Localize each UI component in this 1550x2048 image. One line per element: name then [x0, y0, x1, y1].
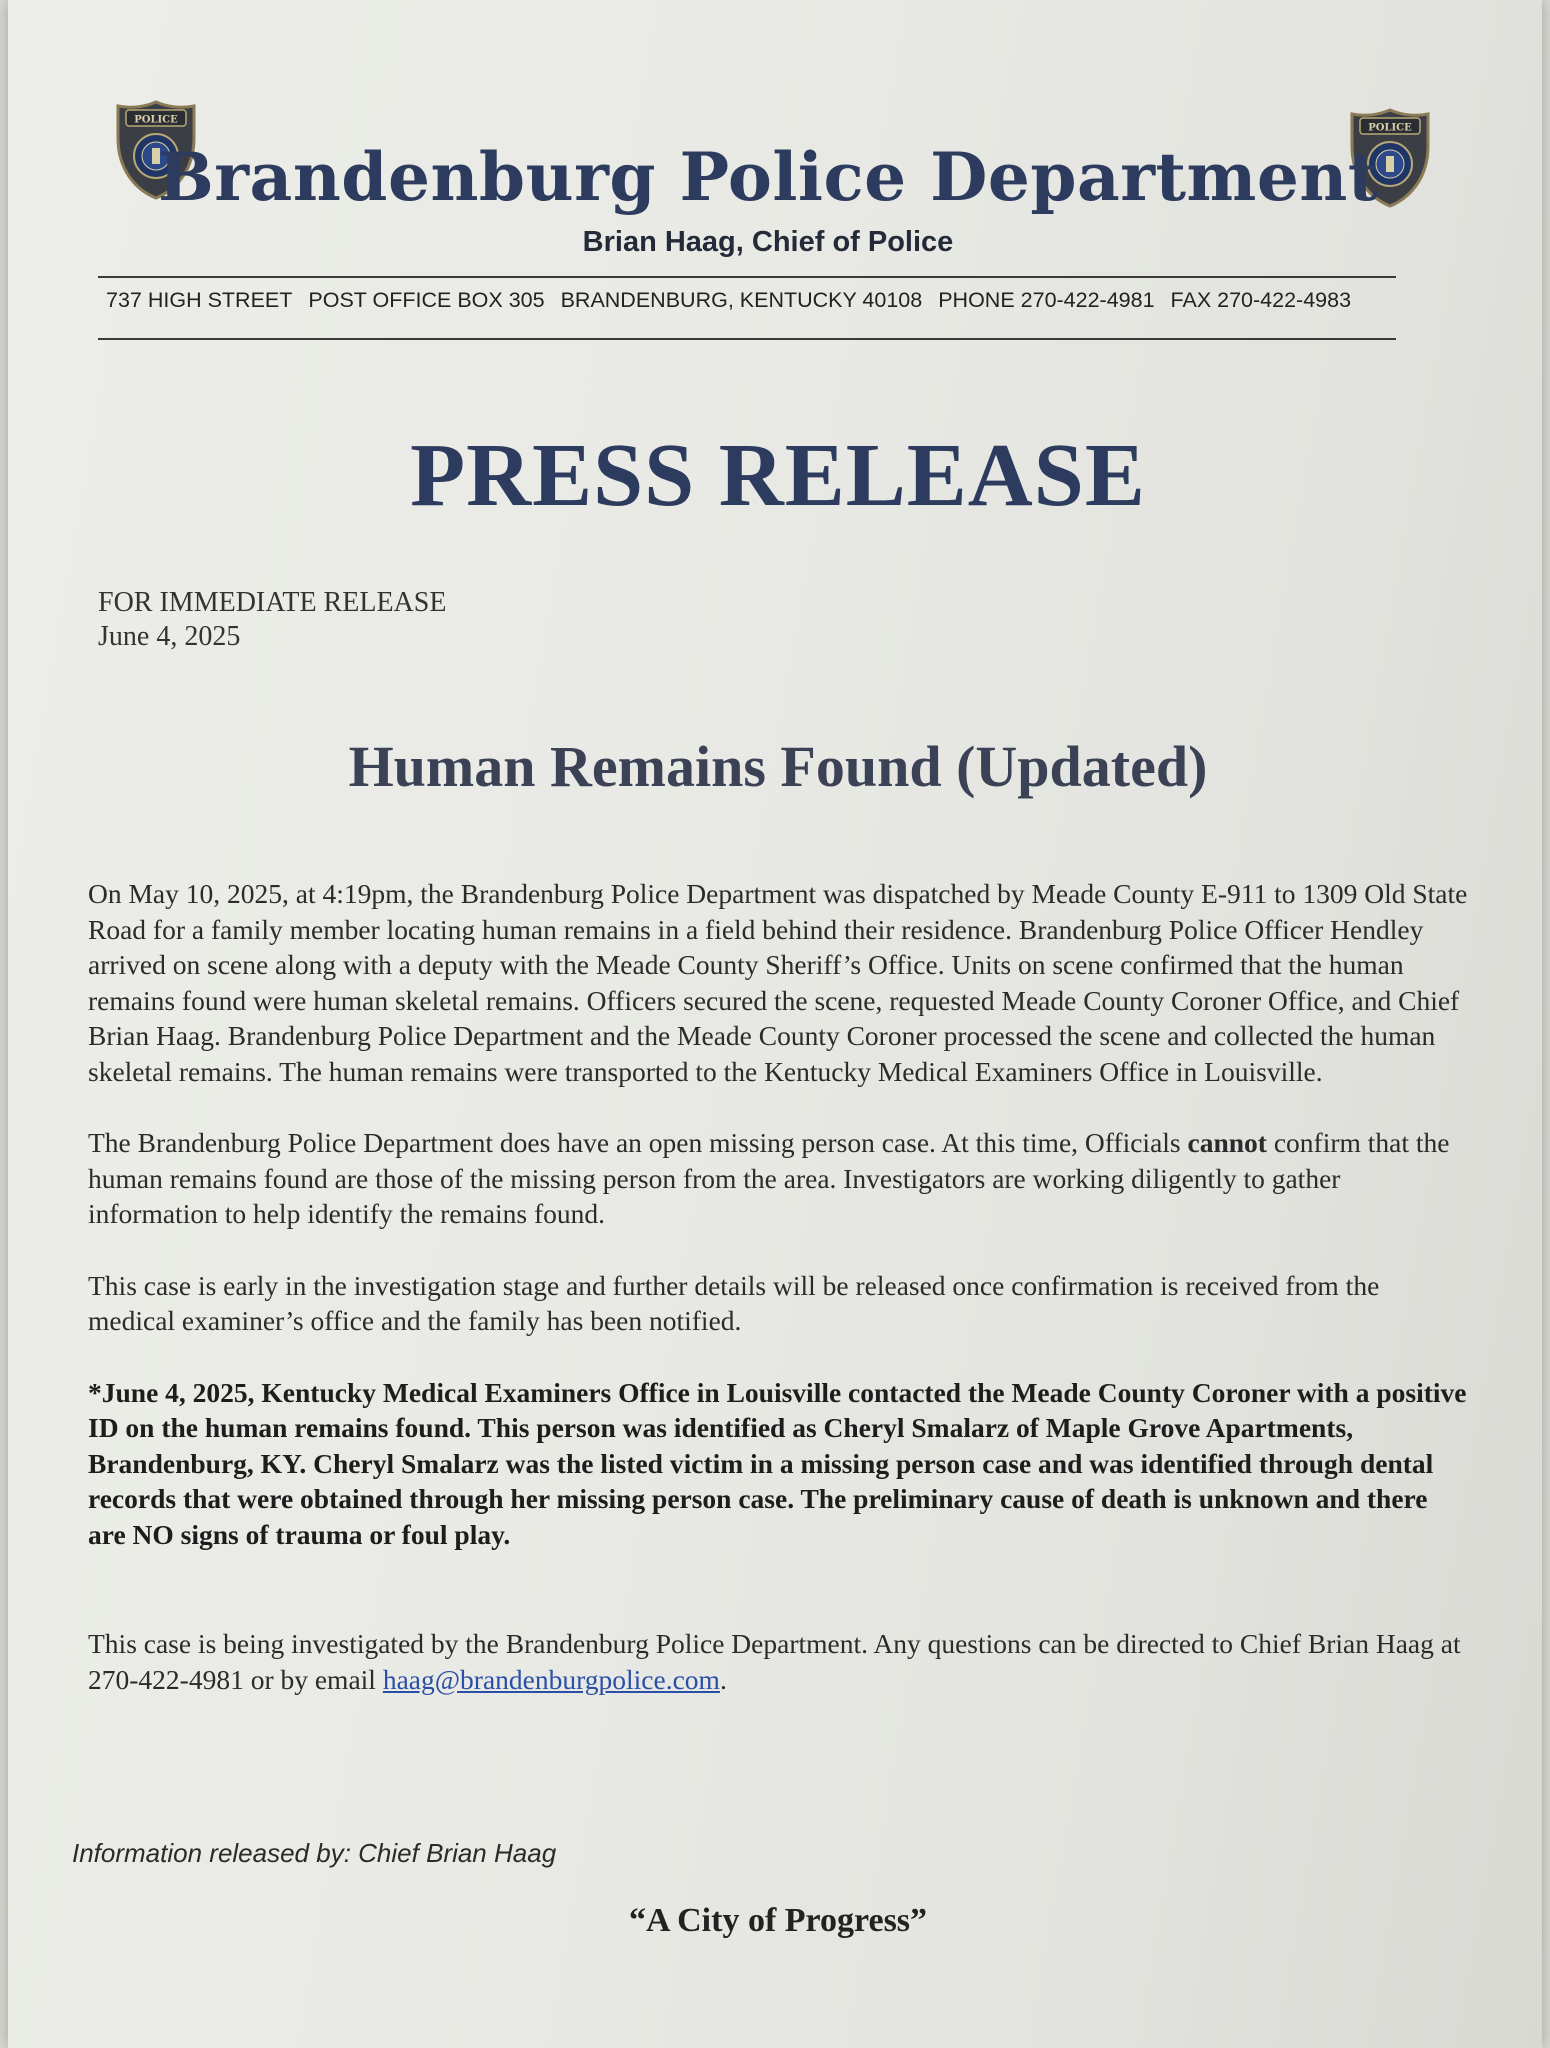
released-by: Information released by: Chief Brian Haag: [72, 1838, 557, 1868]
address-po-box: POST OFFICE BOX 305: [308, 288, 545, 312]
press-release-page: [8, 0, 1542, 2048]
paragraph-contact: [88, 1626, 1468, 1697]
paragraph-incident: On May 10, 2025, at 4:19pm, the Brandenburg Police Department was dispatched by Meade County E-911 to 1309 Old State Road for a family member locating human remains in a field behind their residence. Brandenburg Police Officer Hendley arrived on scene along with a deputy with the Meade County Sheriff’s Office. Units on scene confirmed that the human remains found were human skeletal remains. Officers secured the scene, requested Meade County Coroner Office, and Chief Brian Haag. Brandenburg Police Department and the Meade County Coroner processed the scene and collected the human skeletal remains. The human remains were transported to the Kentucky Medical Examiners Office in Louisville.: [88, 878, 1468, 1087]
paragraph-investigation: This case is early in the investigation stage and further details will be released once confirmation is received from the medical examiner’s office and the family has been notified.: [88, 1269, 1380, 1336]
release-meta: [98, 586, 446, 654]
header-rule-top: [98, 276, 1396, 278]
p2-after: confirm that the human remains found are those of the missing person from the area. Investigators are working diligently to gather information to help identify the remains found.: [88, 1127, 1450, 1229]
address-street: 737 HIGH STREET: [106, 288, 293, 312]
release-date: June 4, 2025: [98, 621, 241, 652]
email-link[interactable]: haag@brandenburgpolice.com: [382, 1663, 720, 1695]
contact-end: .: [719, 1663, 727, 1695]
address-line: [106, 288, 1406, 313]
p2-before: The Brandenburg Police Department does have an open missing person case. At this time, Officials: [88, 1127, 1188, 1158]
paragraph-update: *June 4, 2025, Kentucky Medical Examiners Office in Louisville contacted the Meade County Coroner with a positive ID on the human remains found. This person was identified as Cheryl Smalarz of Maple Grove Apartments, Brandenburg, KY. Cheryl Smalarz was the listed victim in a missing person case and was identified through dental records that were obtained through her missing person case. The preliminary cause of death is unknown and there are NO signs of trauma or foul play.: [88, 1376, 1467, 1550]
city-motto: “A City of Progress”: [628, 1902, 928, 1939]
address-fax: FAX 270-422-4983: [1170, 288, 1352, 312]
p2-bold: cannot: [1187, 1127, 1267, 1158]
press-release-title: PRESS RELEASE: [410, 426, 1146, 525]
release-label: FOR IMMEDIATE RELEASE: [98, 587, 447, 618]
header-rule-bottom: [98, 338, 1396, 340]
address-phone: PHONE 270-422-4981: [938, 288, 1155, 312]
headline: Human Remains Found (Updated): [348, 734, 1208, 799]
address-city: BRANDENBURG, KENTUCKY 40108: [560, 288, 923, 312]
badge-left-label: POLICE: [134, 114, 178, 126]
chief-subtitle: Brian Haag, Chief of Police: [582, 226, 954, 258]
body-text: [88, 876, 1468, 1733]
badge-right-label: POLICE: [1368, 122, 1412, 134]
department-title: Brandenburg Police Department: [158, 138, 1379, 216]
paragraph-missing-person: [88, 1125, 1468, 1232]
contact-text: This case is being investigated by the Brandenburg Police Department. Any questions can be directed to Chief Brian Haag at 270-422-4981 or by email: [88, 1628, 1461, 1695]
